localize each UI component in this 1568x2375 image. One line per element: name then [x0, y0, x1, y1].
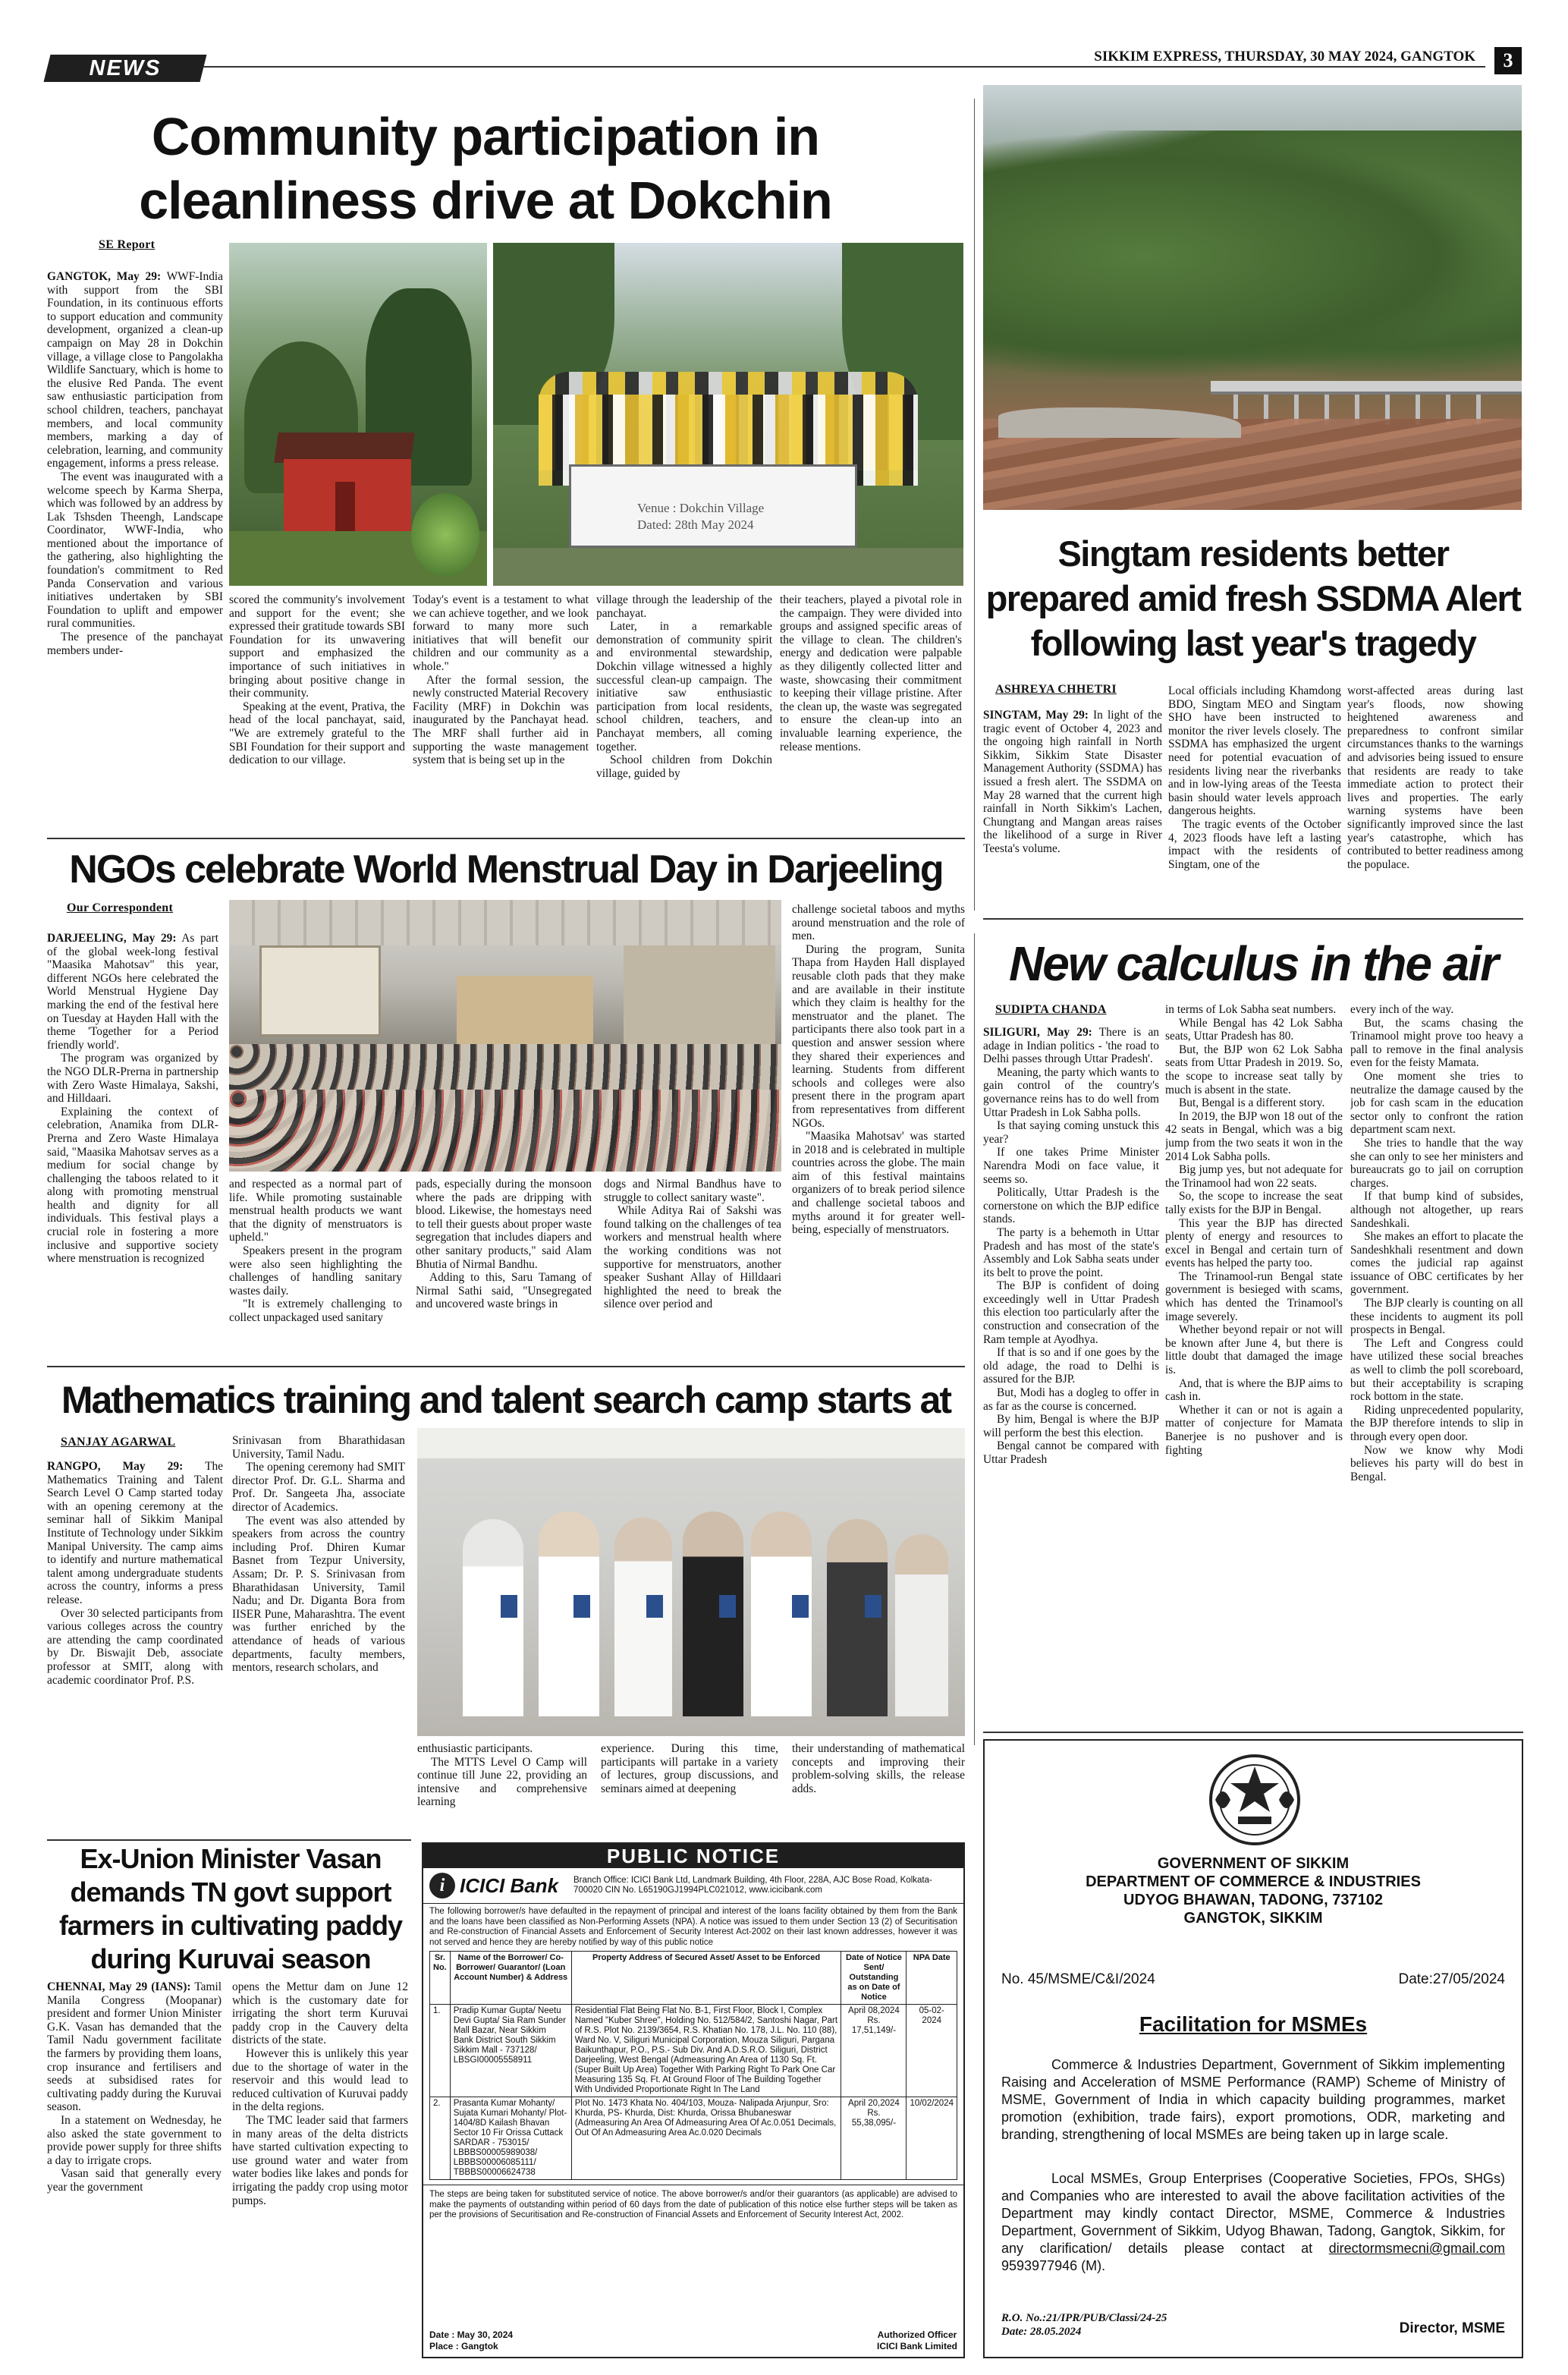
article-paragraph: After the formal session, the newly constructed Material Recovery Facility (MRF) in Dokchin was inaugurated by the Panchayat head. The MRF shall further aid in supporting the waste management system that is being set up in the [413, 673, 589, 767]
article-paragraph: Local officials including Khamdong BDO, Singtam MEO and Singtam SHO have been instructed to monitor the river levels closely. The SSDMA has emphasized the urgent need for potential evacuation of residents living near the riverbanks and in low-lying areas of the Teesta basin should water levels approach dangerous heights. [1168, 684, 1341, 818]
story3-headline: NGOs celebrate World Menstrual Day in Darjeeling [69, 848, 943, 892]
article-paragraph: The TMC leader said that farmers in many areas of the delta districts have started cultivation expecting to use ground water and water from water bodies like lakes and ponds for irrigating the paddy crop using motor pumps. [232, 2113, 408, 2207]
article-paragraph: worst-affected areas during last year's floods, now showing heightened awareness and preparedness to confront similar circumstances thanks to the warnings and advisories being issued to ensure that residents are ready to take immediate action to protect their lives and properties. The early warning systems have been significantly improved since the last year's catastrophe, which has contributed to better readiness among the populace. [1347, 684, 1523, 871]
article-paragraph: and respected as a normal part of life. While promoting sustainable menstrual health products we want that the dignity of menstruators is upheld." [229, 1178, 402, 1244]
dateline: DARJEELING, May 29: [47, 932, 177, 945]
banner-date: Dated: 28th May 2024 [637, 517, 754, 532]
story4-byline: SUDIPTA CHANDA [995, 1003, 1107, 1016]
article-paragraph: By him, Bengal is where the BJP will perform the best this election. [983, 1413, 1159, 1439]
article-paragraph: enthusiastic participants. [417, 1742, 533, 1755]
article-paragraph: This year the BJP has directed plenty of energy and resources to excel in Bengal and certain turn of events has helped the party too. [1165, 1216, 1343, 1270]
icici-logo-icon: i [429, 1873, 455, 1898]
notice-col-header: Sr. No. [430, 1952, 451, 2005]
bank-name: ICICI Bank [460, 1873, 559, 1897]
table-cell: Plot No. 1473 Khata No. 404/103, Mouza- Nalipada Arjunpur, Sro: Khurda, PS- Khurda, Dist: Khurda, Orissa Bhubaneswar (Admeasuring An Area Of Admeasuring Area Of Ac.0.051 Decimals, Out Of An Admeasuring Area Ac.0.020 Decimals [571, 2097, 841, 2180]
contact-phone: 9593977946 (M). [1001, 2258, 1106, 2273]
article-paragraph: Whether beyond repair or not will be known after June 4, but there is little doubt that damaged the image is. [1165, 1323, 1343, 1377]
story1-col5 [780, 593, 962, 830]
table-cell: 10/02/2024 [907, 2097, 957, 2180]
article-paragraph: The MTTS Level O Camp will continue till June 22, providing an intensive and comprehensive learning [417, 1755, 587, 1809]
article-paragraph: The BJP clearly is counting on all these incidents to augment its poll prospects in Bengal. [1350, 1297, 1523, 1337]
story3-col5 [792, 903, 965, 1357]
masthead-rule [203, 66, 1485, 68]
article-paragraph: The tragic events of the October 4, 2023 floods have left a lasting impact with the residents of Singtam, one of the [1168, 817, 1341, 871]
story5-headline: Mathematics training and talent search camp starts at [61, 1379, 951, 1421]
table-cell: Prasanta Kumar Mohanty/ Sujata Kumari Mohanty/ Plot- 1404/8D Kailash Bhavan Sector 10 Fir Orissa Cuttack SARDAR - 753015/ LBBBS00005989038/ LBBBS00006085111/ TBBBS00006624738 [450, 2097, 571, 2180]
notice-date: Date : May 30, 2024 [429, 2329, 514, 2340]
story4-col1 [983, 1026, 1159, 1724]
article-paragraph: The program was organized by the NGO DLR-Prerna in partnership with Zero Waste Himalaya, Sakshi, and Hilldaari. [47, 1052, 218, 1106]
article-paragraph: their understanding of mathematical concepts and improving their problem-solving skills, the release adds. [792, 1742, 965, 1795]
gov-ref-no: No. 45/MSME/C&I/2024 [1001, 1971, 1155, 1987]
article-paragraph: Politically, Uttar Pradesh is the cornerstone on which the BJP edifice stands. [983, 1186, 1159, 1226]
article-paragraph: So, the scope to increase the seat tally exists for the BJP in Bengal. [1165, 1190, 1343, 1216]
notice-table [429, 1951, 957, 2180]
notice-col-header: Date of Notice Sent/ Outstanding as on Date of Notice [841, 1952, 907, 2005]
gov-para1: Commerce & Industries Department, Government of Sikkim implementing Raising and Acceleration of MSME Performance (RAMP) Scheme of Ministry of MSME, Government of India in which capacity building programmes, market promotion (exhibition, trade fairs), export promotions, ODR, marketing and branding, strengthening of local MSMEs are being taken up in large scale. [1001, 2057, 1505, 2142]
divider [47, 1366, 965, 1367]
section-tag-label: NEWS [89, 56, 162, 80]
article-paragraph: "Maasika Mahotsav' was started in 2018 and is celebrated in multiple countries across the globe. The main aim of this festival maintains organizers of to break period silence and challenge societal taboos and myths around it for greater well-being, especially of menstruators. [792, 1130, 965, 1237]
divider [974, 99, 975, 911]
article-paragraph: Riding unprecedented popularity, the BJP therefore intends to slip in through every open door. [1350, 1403, 1523, 1443]
story2-col2 [1168, 684, 1341, 911]
article-paragraph: She tries to handle that the way she can only to see her ministers and bureaucrats go to jail on corruption charges. [1350, 1136, 1523, 1190]
story5-col5 [792, 1742, 965, 1832]
notice-col-header: Name of the Borrower/ Co-Borrower/ Guarantor/ (Loan Account Number) & Address [450, 1952, 571, 2005]
table-cell: April 08,2024 Rs. 17,51,149/- [841, 2005, 907, 2097]
table-cell: Pradip Kumar Gupta/ Neetu Devi Gupta/ Sia Ram Sunder Mall Bazar, Near Sikkim Bank District South Sikkim Sikkim Mall - 737128/ LBSGI00005558911 [450, 2005, 571, 2097]
story2-col1 [983, 709, 1162, 911]
divider [983, 1732, 1523, 1733]
dateline: RANGPO, May 29: [47, 1460, 184, 1473]
article-paragraph: Speakers present in the program were also seen highlighting the challenges of handling sanitary wastes daily. [229, 1244, 402, 1298]
article-paragraph: Today's event is a testament to what we can achieve together, and we look forward to many more such initiatives that will benefit our children and our community as a whole." [413, 593, 589, 673]
ro-date: Date: 28.05.2024 [1001, 2326, 1082, 2338]
story5-col1 [47, 1460, 223, 1832]
public-notice [422, 1842, 965, 2358]
notice-col-header: Property Address of Secured Asset/ Asset to be Enforced [571, 1952, 841, 2005]
divider [47, 838, 965, 839]
article-paragraph: Vasan said that generally every year the government [47, 2167, 222, 2194]
story2-col3 [1347, 684, 1523, 911]
article-paragraph: Now we know why Modi believes his party will do best in Bengal. [1350, 1443, 1523, 1483]
story1-col3 [413, 593, 589, 830]
notice-col-header: NPA Date [907, 1952, 957, 2005]
article-paragraph: Big jump yes, but not adequate for the Trinamool had won 22 seats. [1165, 1163, 1343, 1190]
paper-info: SIKKIM EXPRESS, THURSDAY, 30 MAY 2024, GANGTOK [1094, 49, 1475, 64]
gov-org-line4: GANGTOK, SIKKIM [1183, 1910, 1323, 1927]
banner-venue: Venue : Dokchin Village [637, 501, 765, 515]
story1-headline: Community participation in cleanliness drive at Dokchin [139, 107, 832, 230]
dateline: GANGTOK, May 29: [47, 270, 162, 283]
article-paragraph: CHENNAI, May 29 (IANS): Tamil Manila Congress (Moopanar) president and former Union Minister G.K. Vasan has demanded that the Tamil Nadu government facilitate the farmers by providing them loans, crop insurance and fertilisers and seeds at subsidised rates for cultivating paddy during the Kuruvai season. [47, 1980, 222, 2114]
divider [974, 933, 975, 1745]
dateline: CHENNAI, May 29 (IANS): [47, 1980, 191, 1993]
story2-headline: Singtam residents better prepared amid fresh SSDMA Alert following last year's tragedy [985, 533, 1521, 663]
article-paragraph: DARJEELING, May 29: As part of the global week-long festival "Maasika Mahotsav" this year, different NGOs here celebrated the World Menstrual Hygiene Day marking the end of the festival here on Tuesday at Hayden Hall with the theme 'Together for a Period friendly world'. [47, 932, 218, 1052]
article-paragraph: And, that is where the BJP aims to cash in. [1165, 1376, 1343, 1404]
story3-col3 [416, 1178, 592, 1357]
article-paragraph: SILIGURI, May 29: There is an adage in Indian politics - 'the road to Delhi passes through Uttar Pradesh'. [983, 1026, 1159, 1066]
teesta-river-photo [983, 85, 1522, 510]
sikkim-emblem-icon [1208, 1753, 1302, 1847]
article-paragraph: Meaning, the party which wants to gain control of the country's governance reins has to do well from Uttar Pradesh in Lok Sabha polls. [983, 1065, 1159, 1119]
signatory-title: Authorized Officer [877, 2329, 957, 2340]
story1-col2 [229, 593, 405, 830]
article-paragraph: The opening ceremony had SMIT director Prof. Dr. G.L. Sharma and Prof. Dr. Sangeeta Jha, associate director of Academics. [232, 1461, 405, 1514]
article-paragraph: But, Bengal is a different story. [1179, 1096, 1325, 1110]
article-paragraph: Later, in a remarkable demonstration of community spirit and environmental stewardship, Dokchin village witnessed a highly successful clean-up campaign. The initiative saw enthusiastic participation from local residents, school children, teachers, and Panchayat members, all coming together. [596, 620, 772, 753]
article-paragraph: Bengal cannot be compared with Uttar Pradesh [983, 1439, 1159, 1466]
article-paragraph: But, Modi has a dogleg to offer in as far as the course is concerned. [983, 1386, 1159, 1413]
hayden-hall-photo [229, 900, 781, 1172]
article-paragraph: The Trinamool-run Bengal state government is besieged with scams, which has dented the Trinamool's image severely. [1165, 1269, 1343, 1323]
table-cell: 1. [430, 2005, 451, 2097]
ro-number: R.O. No.:21/IPR/PUB/Classi/24-25 [1001, 2312, 1167, 2324]
article-paragraph: But, the BJP won 62 Lok Sabha seats from Uttar Pradesh in 2019. So, the scope to increase seat tally by much is absent in the state. [1165, 1043, 1343, 1096]
article-paragraph: In a statement on Wednesday, he also asked the state government to provide power supply for three shifts a day to irrigate crops. [47, 2113, 222, 2167]
story5-col4 [601, 1742, 778, 1832]
story4-col2 [1165, 1003, 1343, 1724]
article-paragraph: scored the community's involvement and support for the event; she expressed their gratitude towards SBI Foundation for its unwavering support and emphasized the importance of such initiatives in bringing about positive change in their community. [229, 593, 405, 700]
gov-signatory: Director, MSME [1399, 2320, 1505, 2336]
article-paragraph: The Left and Congress could have utilized these social breaches as well to climb the poll scoreboard, but their acceptability is scraping rock bottom in the state. [1350, 1336, 1523, 1404]
article-paragraph: pads, especially during the monsoon where the pads are dripping with blood. Likewise, the homestays need to tell their guests about proper waste segregation that includes diapers and other sanitary products," said Alam Bhutia of Nirmal Bandhu. [416, 1178, 592, 1271]
article-paragraph: Whether it can or not is again a matter of conjecture for Mamata Banerjee is no pushover and is fighting [1165, 1403, 1343, 1457]
article-paragraph: The party is a behemoth in Uttar Pradesh and has most of the state's Assembly and Lok Sabha seats under its belt to prove the point. [983, 1225, 1159, 1279]
article-paragraph: If that bump kind of subsides, although not altogether, up rears Sandeshkali. [1350, 1190, 1523, 1230]
smit-ceremony-photo [417, 1428, 965, 1736]
dateline: SILIGURI, May 29: [983, 1026, 1092, 1039]
article-paragraph: in terms of Lok Sabha seat numbers. [1165, 1003, 1337, 1016]
article-paragraph: experience. During this time, participants will partake in a variety of lectures, group discussions, and seminars aimed at deepening [601, 1742, 778, 1795]
article-paragraph: Explaining the context of celebration, Anamika from DLR-Prerna and Zero Waste Himalaya said, "Maasika Mahotsav serves as a medium for social change by challenging the taboos related to it along with promoting menstrual health and dignity for all individuals. This festival plays a crucial role in fostering a more inclusive and supportive society where menstruation is recognized [47, 1105, 218, 1266]
gov-para2-text: Local MSMEs, Group Enterprises (Cooperative Societies, FPOs, SHGs) and Companies who are interested to avail the above facilitation activities of the Department may kindly contact Director, MSME, Commerce & Industries Department, Government of Sikkim, Udyog Bhawan, Tadong, Gangtok, Sikkim, for any clarification/ details please contact at [1001, 2171, 1505, 2256]
article-paragraph: challenge societal taboos and myths around menstruation and the role of men. [792, 903, 965, 943]
story5-byline: SANJAY AGARWAL [61, 1436, 176, 1449]
divider [983, 918, 1523, 920]
table-cell: April 20,2024 Rs. 55,38,095/- [841, 2097, 907, 2180]
notice-title: PUBLIC NOTICE [423, 1844, 963, 1868]
article-paragraph: One moment she tries to neutralize the damage caused by the job for cash scam in the education sector only to confront the ration department scam next. [1350, 1069, 1523, 1137]
story3-col2 [229, 1178, 402, 1357]
article-paragraph: The event was also attended by speakers from across the country including Prof. Dhiren Kumar Basnet from Tezpur University, Assam; Dr. P. S. Srinivasan from Bharathidasan University, Tamil Nadu; and Dr. Diganta Bora from IISER Pune, Maharashtra. The event was further enriched by the attendance of heads of various departments, faculty members, mentors, research scholars, and [232, 1514, 405, 1675]
article-paragraph: If that is so and if one goes by the old adage, the road to Delhi is assured for the BJP. [983, 1346, 1159, 1386]
notice-footer: The steps are being taken for substituted service of notice. The above borrower/s and/or their guarantors (as applicable) are advised to make the payments of outstanding within period of 60 days from the date of publication of this notice else further steps will be taken as per the provisions of Securitisation and Re-construction of Financial Assets and Enforcement of Security Interest Act, 2002. [423, 2185, 963, 2226]
article-paragraph: But, the scams chasing the Trinamool might prove too heavy a pall to remove in the final analysis even for the feisty Mamata. [1350, 1016, 1523, 1070]
article-paragraph: dogs and Nirmal Bandhus have to struggle to collect sanitary waste". [604, 1178, 781, 1204]
contact-email-link[interactable]: directormsmecni@gmail.com [1328, 2241, 1505, 2256]
article-paragraph: SINGTAM, May 29: In light of the tragic event of October 4, 2023 and the ongoing high rainfall in North Sikkim, Sikkim State Disaster Management Authority (SSDMA) has issued a fresh alert. The SSDMA on May 28 warned that the current high rainfall in North Sikkim's Lachen, Chungtang and Mangan areas raises the likelihood of a surge in River Teesta's volume. [983, 709, 1162, 855]
article-paragraph: While Bengal has 42 Lok Sabha seats, Uttar Pradesh has 80. [1165, 1016, 1343, 1043]
gov-org-line2: DEPARTMENT OF COMMERCE & INDUSTRIES [1086, 1873, 1421, 1890]
dateline: SINGTAM, May 29: [983, 709, 1089, 722]
article-paragraph: School children from Dokchin village, guided by [596, 753, 772, 780]
notice-intro: The following borrower/s have defaulted in the repayment of principal and interest of the loans facility obtained by them from the Bank and the loans have been classified as Non-Performing Assets (NPA). A notice was issued to them under Section 13 (2) of Securitisation and Re-construction of Financial Assets and Enforcement of Security Interest Act-2002 on their last known addresses, however it was not served and hence they are hereby notified by way of this public notice [429, 1907, 957, 1947]
gov-org-line3: UDYOG BHAWAN, TADONG, 737102 [1123, 1892, 1383, 1908]
notice-place: Place : Gangtok [429, 2341, 498, 2351]
story5-col2 [232, 1434, 405, 1832]
article-paragraph: The BJP is confident of doing exceedingly well in Uttar Pradesh this election too particularly after the construction and consecration of the Ram temple at Ayodhya. [983, 1279, 1159, 1346]
story6-headline: Ex-Union Minister Vasan demands TN govt support farmers in cultivating paddy during Kuruvai season [58, 1843, 403, 1974]
story6-col2 [232, 1980, 408, 2345]
table-row [430, 2005, 957, 2097]
branch-address: Branch Office: ICICI Bank Ltd, Landmark Building, 4th Floor, 228A, AJC Bose Road, Kolkata- 700020 CIN No. L65190GJ1994PLC021012, www.icicibank.com [573, 1875, 932, 1895]
story2-byline: ASHREYA CHHETRI [995, 683, 1117, 696]
story3-col4 [604, 1178, 781, 1357]
gov-para2 [1001, 2170, 1505, 2275]
table-cell: 2. [430, 2097, 451, 2180]
story1-byline: SE Report [99, 238, 156, 251]
story3-col1 [47, 932, 218, 1357]
table-row [430, 2097, 957, 2180]
story4-headline: New calculus in the air [1009, 936, 1497, 991]
article-paragraph: village through the leadership of the panchayat. [596, 593, 772, 620]
masthead [0, 0, 1568, 91]
story3-byline: Our Correspondent [67, 901, 174, 914]
article-paragraph: She makes an effort to placate the Sandeshkhali resentment and down comes the judicial rap against issuance of OBC certificates by her government. [1350, 1230, 1523, 1297]
icici-logo [429, 1873, 573, 1898]
article-paragraph: opens the Mettur dam on June 12 which is the customary date for irrigating the short term Kuruvai paddy crop in the Cauvery delta districts of the state. [232, 1980, 408, 2047]
story4-col3 [1350, 1003, 1523, 1724]
article-paragraph: Srinivasan from Bharathidasan University, Tamil Nadu. [232, 1434, 405, 1461]
article-paragraph: In 2019, the BJP won 18 out of the 42 seats in Bengal, which was a big jump from the two seats it won in the 2014 Lok Sabha polls. [1165, 1109, 1343, 1163]
gov-ad-title: Facilitation for MSMEs [1139, 2012, 1368, 2036]
page-number: 3 [1494, 47, 1522, 74]
article-paragraph: Speaking at the event, Prativa, the head of the local panchayat, said, "We are extremely grateful to the SBI Foundation for their support and dedication to our village. [229, 700, 405, 767]
article-paragraph: Is that saying coming unstuck this year? [983, 1119, 1159, 1146]
gov-date: Date:27/05/2024 [1398, 1971, 1505, 1987]
article-paragraph: However this is unlikely this year due to the shortage of water in the reservoir and this would lead to reduced cultivation of Kuruvai paddy in the delta regions. [232, 2046, 408, 2114]
dokchin-building-photo [229, 243, 487, 586]
article-paragraph: While Aditya Rai of Sakshi was found talking on the challenges of tea workers and menstrual health where the working conditions was not supportive for menstruators, another speaker Sushant Allay of Hilldaari highlighted the need to break the silence over period and [604, 1204, 781, 1311]
story6-col1 [47, 1980, 222, 2345]
article-paragraph: GANGTOK, May 29: WWF-India with support from the SBI Foundation, in its continuous efforts to support education and community development, organized a clean-up campaign on May 28 in Dokchin village, a village close to Pangolakha Wildlife Sanctuary, which is home to the elusive Red Panda. The event saw enthusiastic participation from school children, teachers, panchayat members, and local community members, marking a day of celebration, learning, and community engagement, informs a press release. [47, 270, 223, 470]
article-paragraph: Over 30 selected participants from various colleges across the country are attending the camp coordinated by Dr. Biswajit Deb, associate professor at SMIT, along with academic coordinator Prof. P.S. [47, 1606, 223, 1687]
table-cell: 05-02-2024 [907, 2005, 957, 2097]
gov-ad [983, 1739, 1523, 2358]
article-paragraph: every inch of the way. [1350, 1003, 1454, 1016]
dokchin-group-photo [493, 243, 963, 586]
signatory-bank: ICICI Bank Limited [876, 2341, 957, 2351]
article-paragraph: "It is extremely challenging to collect unpackaged used sanitary [229, 1298, 402, 1324]
article-paragraph: RANGPO, May 29: The Mathematics Training and Talent Search Level O Camp started today with an opening ceremony at the seminar hall of Sikkim Manipal Institute of Technology under Sikkim Manipal University. The camp aims to identify and nurture mathematical talent among undergraduate students across the country, informs a press release. [47, 1460, 223, 1606]
divider [47, 1839, 411, 1841]
article-paragraph: If one takes Prime Minister Narendra Modi on face value, it seems so. [983, 1146, 1159, 1186]
article-paragraph: The event was inaugurated with a welcome speech by Karma Sherpa, which was followed by an address by Lak Tshsden Theengh, Landscape Coordinator, WWF-India, who mentioned about the importance of the gathering, also highlighting the foundation's commitment to Red Panda Conservation and various initiatives undertaken by SBI Foundation to uplift and empower rural communities. [47, 470, 223, 631]
article-paragraph: During the program, Sunita Thapa from Hayden Hall displayed reusable cloth pads that they make and are available in their institute which they claim is healthy for the menstruator and the planet. The participants there also took part in a question and answer session where they shared their experiences and learning. Students from different schools and colleges were also present there in the program apart from representatives from different NGOs. [792, 942, 965, 1130]
article-paragraph: The presence of the panchayat members under- [47, 631, 223, 657]
article-paragraph: Adding to this, Saru Tamang of Nirmal Sathi said, "Unsegregated and uncovered waste brings in [416, 1271, 592, 1311]
article-paragraph: their teachers, played a pivotal role in the campaign. They were divided into groups and assigned specific areas of the village to clean. The children's energy and dedication were palpable as they diligently collected litter and waste, showcasing their commitment to keeping their village pristine. After the clean up, the waste was segregated to ensure the clean-up into an invaluable learning experience, the release mentions. [780, 593, 962, 753]
story5-col3 [417, 1742, 587, 1832]
table-cell: Residential Flat Being Flat No. B-1, First Floor, Block I, Complex Named "Kuber Shree", Holding No. 512/584/2, Santoshi Nagar, Part of R.S. Plot No. 2139/3654, R.S. Khatian No. 178, J.L. No. 110 (88), Ward No. V, Siliguri Municipal Corporation, Mouza Siliguri, Pargana Baikunthapur, P.O., P.S.- Sub Div. And A.D.S.R.O. Siliguri, District Darjeeling, West Bengal (Admeasuring An Area of 1130 Sq. Ft. (Super Built Up Area) Together With Parking Right To Park One Car Measuring 135 Sq. Ft. At Ground Floor of The Building Together With Undivided Proportionate Right In The Land [571, 2005, 841, 2097]
story1-col4 [596, 593, 772, 830]
story1-col1 [47, 270, 223, 830]
gov-org-line1: GOVERNMENT OF SIKKIM [1157, 1855, 1350, 1872]
